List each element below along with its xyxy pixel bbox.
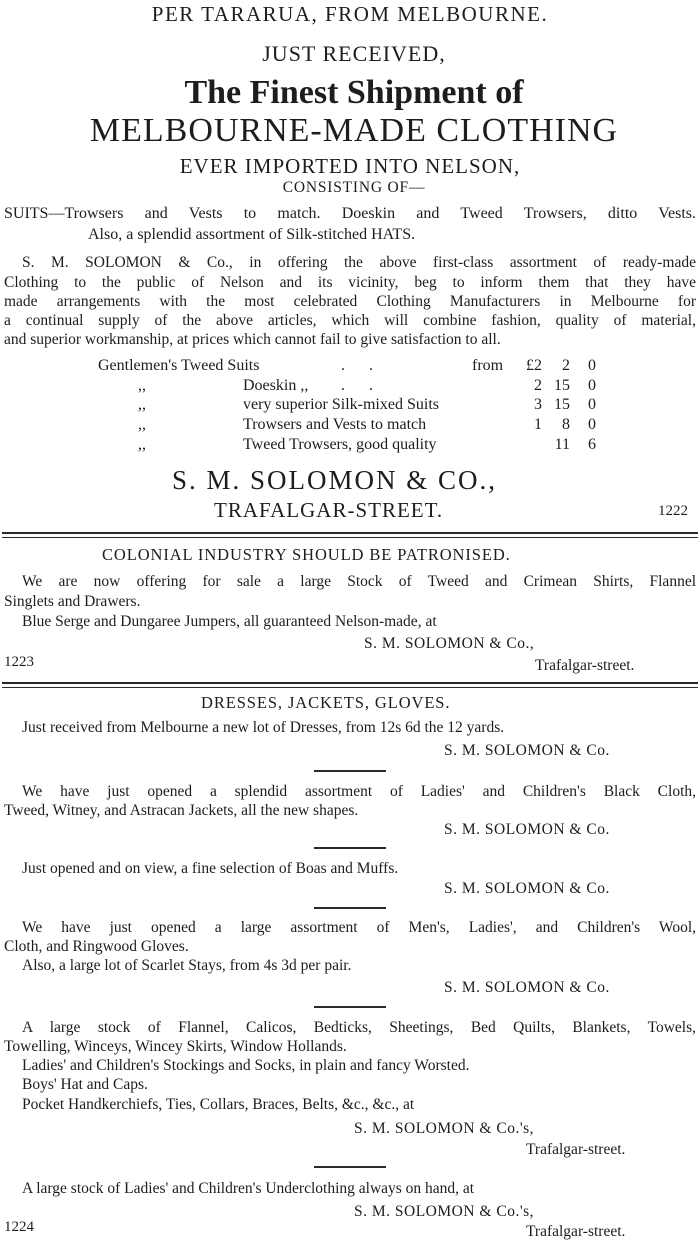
ad1-hats-line: Also, a splendid assortment of Silk-stitched HATS. [88, 226, 416, 243]
ad1-consisting-of: CONSISTING OF— [282, 179, 426, 196]
price-shillings: 11 [554, 435, 570, 453]
ad1-header: PER TARARUA, FROM MELBOURNE. [151, 2, 549, 26]
short-rule [314, 1166, 386, 1168]
ad3-line: Boys' Hat and Caps. [22, 1076, 148, 1093]
price-item: Tweed Trowsers, good quality [243, 435, 437, 453]
separator-rule [2, 537, 698, 538]
ad2-line: Blue Serge and Dungaree Jumpers, all guaranteed Nelson-made, at [22, 613, 437, 630]
price-dots: . . [341, 376, 373, 394]
ad3-line: A large stock of Ladies' and Children's Underclothing always on hand, at [22, 1180, 475, 1197]
price-item: Gentlemen's Tweed Suits [98, 357, 260, 374]
ad3-heading: DRESSES, JACKETS, GLOVES. [201, 693, 451, 712]
price-item: Doeskin ,, [243, 376, 309, 394]
price-ditto: ,, [138, 435, 146, 453]
price-row [98, 415, 596, 435]
price-pounds: 3 [534, 396, 542, 414]
ad3-line: Cloth, and Ringwood Gloves. [4, 938, 189, 955]
price-pence: 0 [588, 357, 596, 374]
ad3-line: Pocket Handkerchiefs, Ties, Collars, Braces, Belts, &c., &c., at [22, 1096, 415, 1113]
price-ditto: ,, [138, 396, 146, 414]
ad3-line: We have just opened a large assortment of Men's, Ladies', and Children's Wool, [22, 919, 696, 936]
ad3-firm: S. M. SOLOMON & Co. [444, 742, 610, 759]
ad1-body-line: made arrangements with the most celebrated Clothing Manufacturers in Melbourne for [4, 293, 696, 310]
ad3-street: Trafalgar-street. [526, 1223, 626, 1240]
price-item: very superior Silk-mixed Suits [243, 396, 439, 414]
ad3-line: Tweed, Witney, and Astracan Jackets, all the new shapes. [4, 802, 359, 819]
short-rule [314, 1006, 386, 1008]
ad3-ad-number: 1224 [4, 1219, 34, 1235]
price-shillings: 8 [562, 416, 570, 434]
ad3-line: Ladies' and Children's Stockings and Socks, in plain and fancy Worsted. [22, 1057, 470, 1074]
ad1-ever-imported: EVER IMPORTED INTO NELSON, [179, 154, 521, 178]
ad3-firm: S. M. SOLOMON & Co. [444, 880, 610, 897]
ad3-firm: S. M. SOLOMON & Co.'s, [354, 1120, 535, 1137]
ad1-suits-line: SUITS—Trowsers and Vests to match. Doeskin and Tweed Trowsers, ditto Vests. [4, 205, 696, 222]
ad3-line: Towelling, Winceys, Wincey Skirts, Window Hollands. [4, 1038, 347, 1055]
price-pounds: 2 [534, 376, 542, 394]
price-pounds: 1 [534, 416, 542, 434]
price-ditto: ,, [138, 416, 146, 434]
price-shillings: 15 [554, 376, 570, 394]
ad2-line: Singlets and Drawers. [4, 593, 141, 610]
ad2-line: We are now offering for sale a large Stock of Tweed and Crimean Shirts, Flannel [22, 573, 696, 590]
price-shillings: 2 [562, 357, 570, 374]
short-rule [314, 847, 386, 849]
ad2-firm: S. M. SOLOMON & Co., [364, 635, 535, 652]
price-pence: 0 [588, 396, 596, 414]
ad3-street: Trafalgar-street. [526, 1141, 626, 1158]
ad3-line: Just received from Melbourne a new lot of Dresses, from 12s 6d the 12 yards. [22, 719, 505, 736]
price-pence: 0 [588, 376, 596, 394]
ad1-finest-shipment: The Finest Shipment of [184, 74, 524, 111]
ad1-melbourne-made-clothing: MELBOURNE-MADE CLOTHING [89, 112, 619, 149]
price-ditto: ,, [138, 376, 146, 394]
short-rule [314, 907, 386, 909]
separator-rule [2, 532, 698, 534]
ad3-firm: S. M. SOLOMON & Co. [444, 821, 610, 838]
ad3-line: A large stock of Flannel, Calicos, Bedticks, Sheetings, Bed Quilts, Blankets, Towels, [22, 1019, 696, 1036]
ad1-body-line: and superior workmanship, at prices which cannot fail to give satisfaction to all. [4, 331, 501, 348]
ad2-ad-number: 1223 [4, 654, 34, 670]
ad2-heading: COLONIAL INDUSTRY SHOULD BE PATRONISED. [102, 545, 511, 564]
price-dots: . . [341, 357, 373, 374]
ad3-line: Just opened and on view, a fine selection of Boas and Muffs. [22, 860, 399, 877]
separator-rule [2, 687, 698, 688]
ad1-body-line: Clothing to the public of Nelson and its vicinity, beg to inform them that they have [4, 274, 696, 291]
price-pounds: £2 [526, 357, 542, 374]
ad1-body-line: a continual supply of the above articles, which will combine fashion, quality of material, [4, 312, 696, 329]
ad3-line: Also, a large lot of Scarlet Stays, from 4s 3d per pair. [22, 957, 352, 974]
price-from: from [472, 357, 504, 374]
ad1-street: TRAFALGAR-STREET. [214, 498, 444, 522]
price-pence: 0 [588, 416, 596, 434]
price-shillings: 15 [554, 396, 570, 414]
ad3-firm: S. M. SOLOMON & Co.'s, [354, 1203, 535, 1220]
ad1-body-line: S. M. SOLOMON & Co., in offering the above first-class assortment of ready-made [22, 254, 696, 271]
ad1-just-received: JUST RECEIVED, [262, 41, 446, 66]
ad1-ad-number: 1222 [658, 503, 688, 519]
ad2-street: Trafalgar-street. [535, 657, 635, 674]
ad1-price-list [98, 356, 596, 455]
short-rule [314, 770, 386, 772]
price-item: Trowsers and Vests to match [243, 416, 427, 434]
price-pence: 6 [588, 435, 596, 453]
price-row [98, 376, 596, 396]
ad3-firm: S. M. SOLOMON & Co. [444, 979, 610, 996]
ad1-firm-name: S. M. SOLOMON & CO., [172, 465, 498, 495]
price-row [98, 435, 596, 455]
price-row [98, 356, 596, 376]
separator-rule [2, 682, 698, 684]
ad3-line: We have just opened a splendid assortment of Ladies' and Children's Black Cloth, [22, 783, 696, 800]
price-row [98, 395, 596, 415]
